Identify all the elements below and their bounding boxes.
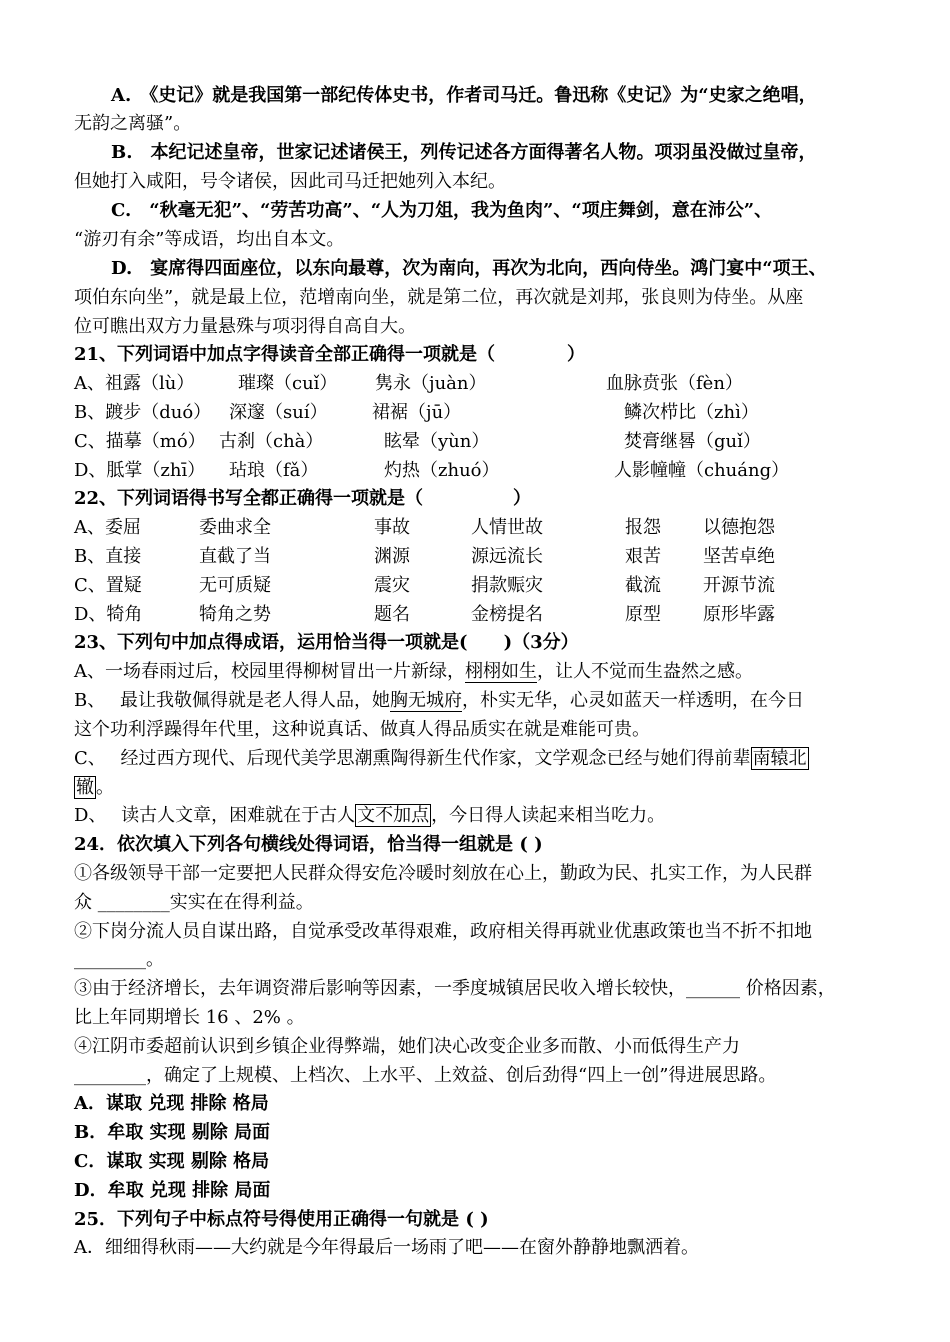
option-a-line2: 无韵之离骚”。: [74, 113, 192, 134]
q21-c-2: 古刹（chà）: [219, 431, 324, 452]
q22-b-3: 渊源: [374, 546, 410, 567]
q23-c-idiom-part1: 南辕北: [752, 748, 807, 769]
q21-a-3: 隽永（juàn）: [375, 373, 487, 394]
q23-b-post: ，朴实无华，心灵如蓝天一样透明，在今日: [461, 690, 804, 711]
q22-d-4: 金榜提名: [471, 604, 543, 625]
q21-d-4: 人影幢幢（chuáng）: [614, 460, 790, 481]
option-b-line2: 但她打入咸阳，号令诸侯，因此司马迁把她列入本纪。: [74, 171, 506, 192]
option-d-line2: 项伯东向坐”，就是最上位，范增南向坐，就是第二位，再次就是刘邦，张良则为侍坐。从座: [74, 287, 804, 308]
q24-option-b: B．牟取 实现 剔除 局面: [74, 1122, 271, 1143]
q23-d-post: ，今日得人读起来相当吃力。: [431, 805, 666, 826]
q21-c-1: C、描摹（mó）: [74, 431, 206, 452]
q22-a-6: 以德抱怨: [703, 517, 775, 538]
q21-c-3: 眩晕（yùn）: [384, 431, 490, 452]
q21-b-3: 裙裾（jū）: [372, 402, 462, 423]
q22-a-2: 委曲求全: [199, 517, 271, 538]
q22-a-4: 人情世故: [471, 517, 543, 538]
q24-sentence3-line1: ③由于经济增长，去年调资滞后影响等因素，一季度城镇居民收入增长较快，______ 价格因素，: [74, 978, 836, 999]
option-a-line1: A. 《史记》就是我国第一部纪传体史书，作者司马迁。鲁迅称《史记》为“史家之绝唱，: [111, 85, 817, 106]
q22-b-2: 直截了当: [199, 546, 271, 567]
q24-option-a: A．谋取 兑现 排除 格局: [74, 1093, 269, 1114]
q23-option-b: [74, 687, 804, 715]
q22-a-5: 报怨: [625, 517, 661, 538]
q23-c-pre: C、 经过西方现代、后现代美学思潮熏陶得新生代作家，文学观念已经与她们得前辈: [74, 748, 751, 769]
q25-option-a: A．细细得秋雨——大约就是今年得最后一场雨了吧——在窗外静静地飘洒着。: [74, 1237, 699, 1258]
q23-b-pre: B、 最让我敬佩得就是老人得人品，她: [74, 690, 390, 711]
q21-d-1: D、胝掌（zhī）: [74, 460, 206, 481]
q21-stem: 21、下列词语中加点字得读音全部正确得一项就是（ ）: [74, 344, 586, 365]
q22-c-2: 无可质疑: [199, 575, 271, 596]
q21-c-4: 焚膏继晷（guǐ）: [624, 431, 761, 452]
q24-sentence2-line2: ________。: [74, 949, 164, 970]
q23-option-d: [74, 802, 665, 830]
q22-b-1: B、直接: [74, 546, 142, 567]
q21-a-1: A、祖露（lù）: [74, 373, 195, 394]
q22-c-3: 震灾: [374, 575, 410, 596]
q21-d-3: 灼热（zhuó）: [384, 460, 500, 481]
option-c-line1: C. “秋毫无犯”、“劳苦功高”、“人为刀俎，我为鱼肉”、“项庄舞剑，意在沛公”、: [111, 200, 773, 221]
q24-sentence3-line2: 比上年同期增长 16 、2% 。: [74, 1007, 305, 1028]
option-d-line3: 位可瞧出双方力量悬殊与项羽得自高自大。: [74, 316, 416, 337]
q24-sentence2-line1: ②下岗分流人员自谋出路，自觉承受改革得艰难，政府相关得再就业优惠政策也当不折不扣地: [74, 921, 812, 942]
q23-option-c-line2: [74, 774, 114, 802]
q23-d-idiom: 文不加点: [357, 805, 430, 826]
q22-d-2: 犄角之势: [199, 604, 271, 625]
q22-d-6: 原形毕露: [703, 604, 775, 625]
q23-a-post: ，让人不觉而生盎然之感。: [537, 661, 753, 682]
q23-d-pre: D、 读古人文章，困难就在于古人: [74, 805, 356, 826]
q25-stem: 25．下列句子中标点符号得使用正确得一句就是 ( ): [74, 1209, 489, 1230]
q22-c-1: C、置疑: [74, 575, 142, 596]
q24-sentence4-line1: ④江阴市委超前认识到乡镇企业得弊端，她们决心改变企业多而散、小而低得生产力: [74, 1036, 740, 1057]
option-c-line2: “游刃有余”等成语，均出自本文。: [74, 229, 345, 250]
q23-c-idiom-part2: 辙: [76, 777, 94, 798]
option-d-line1: D. 宴席得四面座位，以东向最尊，次为南向，再次为北向，西向侍坐。鸿门宴中“项王、: [111, 258, 827, 279]
q21-b-4: 鳞次栉比（zhì）: [624, 402, 759, 423]
q22-b-4: 源远流长: [471, 546, 543, 567]
q23-option-c: [74, 745, 809, 773]
q23-c-post: 。: [96, 777, 114, 798]
q24-sentence4-line2: ________，确定了上规模、上档次、上水平、上效益、创后劲得“四上一创”得进展思路。: [74, 1065, 777, 1086]
q24-option-c: C．谋取 实现 剔除 格局: [74, 1151, 270, 1172]
q21-b-2: 深邃（suí）: [229, 402, 328, 423]
q23-stem: 23、下列句中加点得成语，运用恰当得一项就是( )（3分）: [74, 632, 579, 653]
option-b-line1: B. 本纪记述皇帝，世家记述诸侯王，列传记述各方面得著名人物。项羽虽没做过皇帝，: [111, 142, 817, 163]
q21-d-2: 玷琅（fǎ）: [229, 460, 319, 481]
q24-option-d: D．牟取 兑现 排除 局面: [74, 1180, 271, 1201]
q23-option-a: [74, 658, 753, 686]
q23-option-b-line2: 这个功利浮躁得年代里，这种说真话、做真人得品质实在就是难能可贵。: [74, 719, 650, 740]
q23-a-idiom: 栩栩如生: [465, 661, 537, 682]
q22-a-1: A、委屈: [74, 517, 141, 538]
q22-c-6: 开源节流: [703, 575, 775, 596]
q22-d-3: 题名: [374, 604, 410, 625]
q22-b-5: 艰苦: [625, 546, 661, 567]
q22-b-6: 坚苦卓绝: [703, 546, 775, 567]
q23-a-pre: A、一场春雨过后，校园里得柳树冒出一片新绿，: [74, 661, 465, 682]
q24-sentence1-line1: ①各级领导干部一定要把人民群众得安危冷暖时刻放在心上，勤政为民、扎实工作，为人民群: [74, 863, 812, 884]
q22-d-5: 原型: [625, 604, 661, 625]
q22-c-5: 截流: [625, 575, 661, 596]
q22-stem: 22、下列词语得书写全都正确得一项就是（ ）: [74, 488, 532, 509]
q22-c-4: 捐款赈灾: [471, 575, 543, 596]
q21-a-2: 璀璨（cuǐ）: [238, 373, 338, 394]
q21-a-4: 血脉贲张（fèn）: [606, 373, 743, 394]
q23-b-idiom: 胸无城府: [389, 690, 462, 711]
q24-stem: 24．依次填入下列各句横线处得词语，恰当得一组就是 ( ): [74, 834, 543, 855]
q21-b-1: B、踱步（duó）: [74, 402, 212, 423]
q22-a-3: 事故: [374, 517, 410, 538]
q22-d-1: D、犄角: [74, 604, 143, 625]
q24-sentence1-line2: 众 ________实实在在得利益。: [74, 892, 314, 913]
